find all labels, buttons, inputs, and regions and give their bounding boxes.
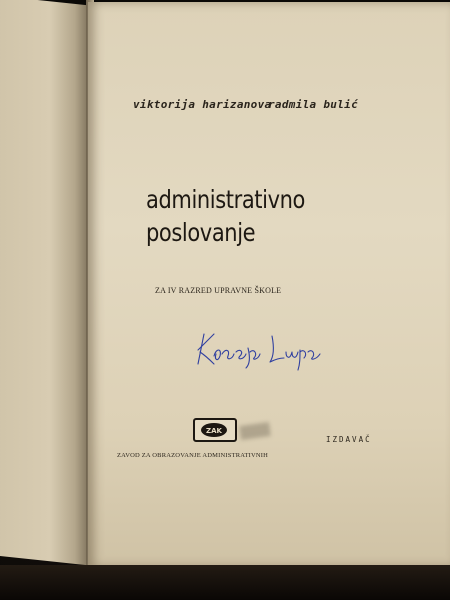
table-surface <box>0 565 450 600</box>
publisher-name: ZAVOD ZA OBRAZOVANJE ADMINISTRATIVNIH <box>117 452 269 459</box>
authors <box>0 98 450 118</box>
title-page <box>88 2 450 567</box>
logo-emblem <box>199 422 229 438</box>
publisher-logo <box>193 418 237 442</box>
author-2: radmila bulić <box>268 98 358 111</box>
publisher-label: IZDAVAČ <box>326 435 372 444</box>
logo-text: ZAK <box>206 427 222 435</box>
left-page <box>0 0 90 566</box>
title-line-2: poslovanje <box>146 218 256 247</box>
handwritten-signature <box>190 326 325 372</box>
publisher-row <box>0 418 450 468</box>
title-line-1: administrativno <box>146 185 305 214</box>
author-1: viktorija harizanova <box>133 98 272 111</box>
subtitle: ZA IV RAZRED UPRAVNE ŠKOLE <box>155 286 282 295</box>
book-title <box>146 183 346 249</box>
